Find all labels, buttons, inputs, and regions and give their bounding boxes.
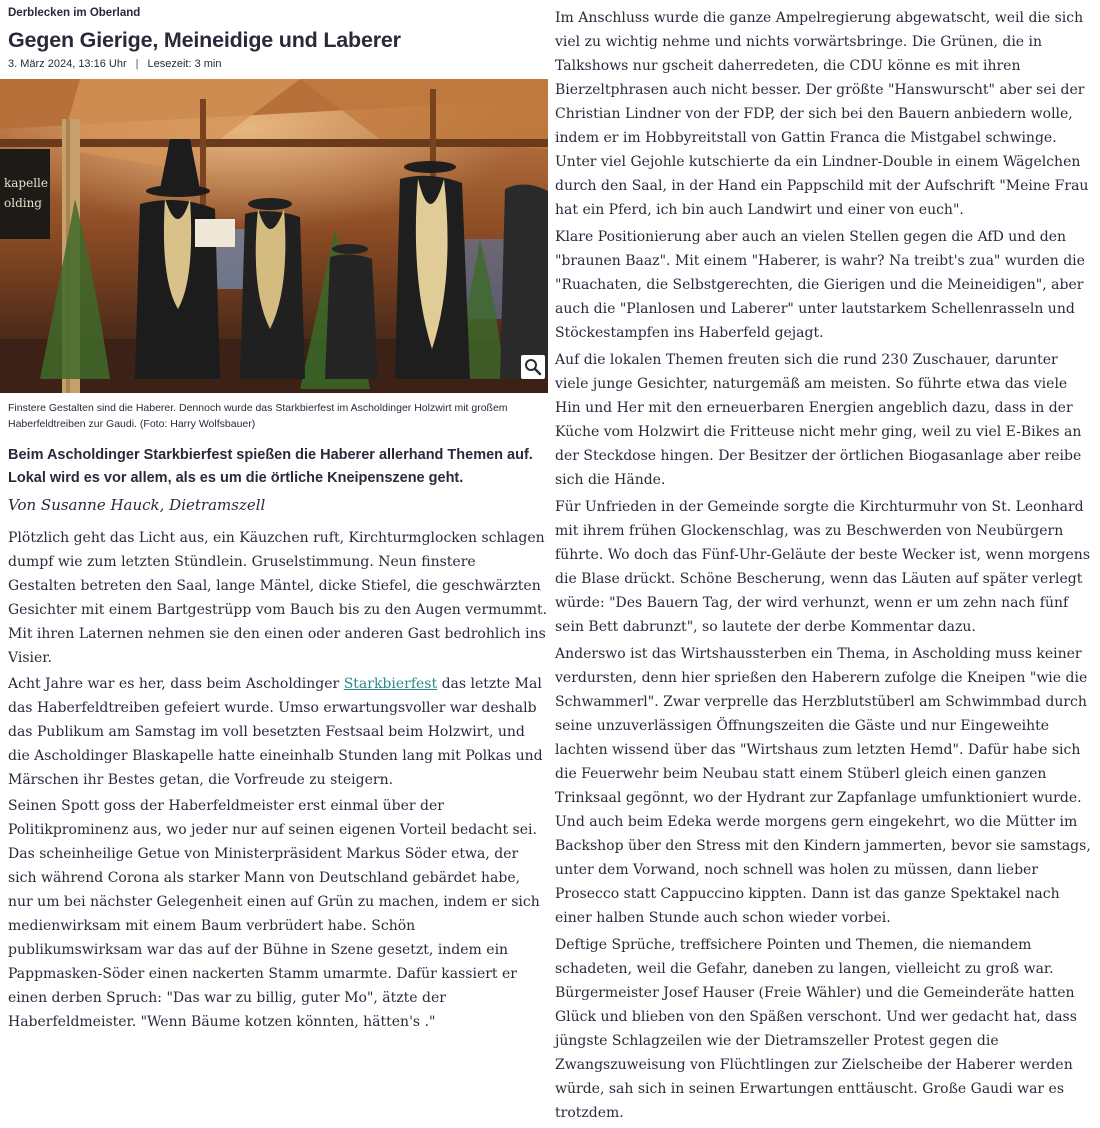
article-body-left: [8, 526, 548, 1036]
article-photo[interactable]: [0, 79, 548, 393]
sign-text: kapelle: [4, 176, 48, 190]
article-author: Von Susanne Hauck, Dietramszell: [8, 496, 266, 514]
left-column: [0, 0, 548, 71]
article-body-right: [555, 6, 1095, 1128]
photo-illustration: [0, 79, 548, 393]
paragraph-7: Für Unfrieden in der Gemeinde sorgte die Kirchturmuhr von St. Leonhard mit ihrem frühen Glockenschlag, was zu Beschwerden von Neubürgern führte. Wo doch das Fünf-Uhr-Geläute der beste Wecker ist, wenn morgens die Blase drückt. Schöne Bescherung, wenn das Läuten auf später verlegt würde: "Des Bauern Tag, der wird verhunzt, wenn er um zehn nach fünf sein Bett dabrunzt", so lautete der derbe Kommentar dazu.: [555, 499, 1091, 635]
paragraph-2: [8, 672, 548, 792]
article-meta: [8, 57, 548, 71]
meta-separator: |: [135, 58, 139, 70]
magnifier-icon: [524, 358, 542, 376]
article-title: Gegen Gierige, Meineidige und Laberer: [8, 28, 401, 52]
article-teaser: Beim Ascholdinger Starkbierfest spießen die Haberer allerhand Themen auf. Lokal wird es vor allem, als es um die örtliche Kneipenszene geht.: [8, 447, 533, 486]
svg-text:olding: olding: [4, 196, 42, 210]
paragraph-6: Auf die lokalen Themen freuten sich die rund 230 Zuschauer, darunter viele junge Gesichter, naturgemäß am meisten. So führte etwa das viele Hin und Her mit den erneuerbaren Energien angeblich dazu, dass in der Küche vom Holzwirt die Fritteuse nicht mehr ging, weil zu viel E-Bikes an der Steckdose hingen. Der Besitzer der örtlichen Biogasanlage aber reibe sich die Hände.: [555, 352, 1082, 488]
paragraph-9: Deftige Sprüche, treffsichere Pointen und Themen, die niemandem schadeten, weil die Gefahr, daneben zu langen, vielleicht zu groß war. Bürgermeister Josef Hauser (Freie Wähler) und die Gemeinderäte hatten Glück und blieben von den Späßen verschont. Und wer gedacht hat, dass jüngste Schlagzeilen wie der Dietramszeller Protest gegen die Zwangszuweisung von Flüchtlingen zur Zielscheibe der Haberer werden würde, sah sich in seinen Erwartungen enttäuscht. Große Gaudi war es trotzdem.: [555, 937, 1077, 1121]
photo-caption: Finstere Gestalten sind die Haberer. Dennoch wurde das Starkbierfest im Ascholdinger Holzwirt mit großem Haberfeldtreiben zur Gaudi. (Foto: Harry Wolfsbauer): [8, 402, 508, 430]
paragraph-2-text-b: das letzte Mal das Haberfeldtreiben gefeiert wurde. Umso erwartungsvoller war deshalb das Publikum am Samstag im voll besetzten Festsaal beim Holzwirt, und die Ascholdinger Blaskapelle hatte eineinhalb Stunden lang mit Polkas und Märschen ihr Bestes getan, die Vorfreude zu steigern.: [8, 676, 543, 788]
reading-time: Lesezeit: 3 min: [147, 58, 222, 70]
paragraph-2-text-a: Acht Jahre war es her, dass beim Ascholdinger: [8, 676, 344, 692]
zoom-button[interactable]: [521, 355, 545, 379]
article-kicker: Derblecken im Oberland: [8, 7, 141, 19]
starkbierfest-link[interactable]: Starkbierfest: [343, 676, 438, 692]
paragraph-1: Plötzlich geht das Licht aus, ein Käuzchen ruft, Kirchturmglocken schlagen dumpf wie zum letzten Stündlein. Gruselstimmung. Neun finstere Gestalten betreten den Saal, lange Mäntel, dicke Stiefel, die geschwärzten Gesichter mit einem Bartgestrüpp vom Bauch bis zu den Augen vermummt. Mit ihren Laternen nehmen sie den einen oder anderen Gast bedrohlich ins Visier.: [8, 530, 548, 666]
paragraph-5: Klare Positionierung aber auch an vielen Stellen gegen die AfD und den "braunen Baaz". Mit einem "Haberer, is wahr? Na treibt's zua" wurden die "Ruachaten, die Selbstgerechten, die Gierigen und die Meineidigen", aber auch die "Planlosen und Laberer" unter lautstarkem Schellenrasseln und Stöckestampfen ins Haberfeld gejagt.: [555, 229, 1085, 341]
paragraph-8: Anderswo ist das Wirtshaussterben ein Thema, in Ascholding muss keiner verdursten, denn hier sprießen den Haberern zufolge die Kneipen "wie die Schwammerl". Zwar verprelle das Herzblutstüberl am Schwimmbad durch seine unzuverlässigen Öffnungszeiten die Gäste und nur Eingeweihte lachten wissend über das "Wirtshaus zum letzten Hemd". Dafür habe sich die Feuerwehr beim Neubau statt einem Stüberl gleich einen ganzen Trinksaal gegönnt, wo der Hydrant zur Zapfanlage umfunktioniert wurde. Und auch beim Edeka werde morgens gern eingekehrt, wo die Mütter im Backshop über den Stress mit den Kindern jammerten, bevor sie samstags, unter dem Vorwand, noch schnell was holen zu müssen, dann lieber Prosecco statt Cappuccino kippten. Dann ist das ganze Spektakel nach einer halben Stunde auch schon wieder vorbei.: [555, 646, 1091, 926]
paragraph-4: Im Anschluss wurde die ganze Ampelregierung abgewatscht, weil die sich viel zu wichtig nehme und nichts vorwärtsbringe. Die Grünen, die in Talkshows nur gscheit daherredeten, die CDU könne es mit ihren Bierzeltphrasen auch nicht besser. Der größte "Hanswurscht" aber sei der Christian Lindner von der FDP, der sich bei den Bauern anbiedern wolle, indem er im Hobbyreitstall von Gattin Franca die Mistgabel schwinge. Unter viel Gejohle kutschierte da ein Lindner-Double in einem Wägelchen durch den Saal, in der Hand ein Pappschild mit der Aufschrift "Meine Frau hat ein Pferd, ich bin auch Landwirt und einer von euch".: [555, 10, 1089, 218]
paragraph-3: Seinen Spott goss der Haberfeldmeister erst einmal über der Politikprominenz aus, wo jeder nur auf seinen eigenen Vorteil bedacht sei. Das scheinheilige Getue von Ministerpräsident Markus Söder etwa, der sich während Corona als starker Mann von Deutschland gebärdet habe, nur um bei nächster Gelegenheit einen auf Grün zu machen, indem er sich medienwirksam mit einem Baum verbrüdert habe. Schön publikumswirksam war das auf der Bühne in Szene gesetzt, indem ein Pappmasken-Söder einen nackerten Stamm umarmte. Dafür kassiert er einen derben Spruch: "Das war zu billig, guter Mo", ätzte der Haberfeldmeister. "Wenn Bäume kotzen könnten, hätten's .": [8, 798, 540, 1030]
publish-date: 3. März 2024, 13:16 Uhr: [8, 58, 127, 70]
